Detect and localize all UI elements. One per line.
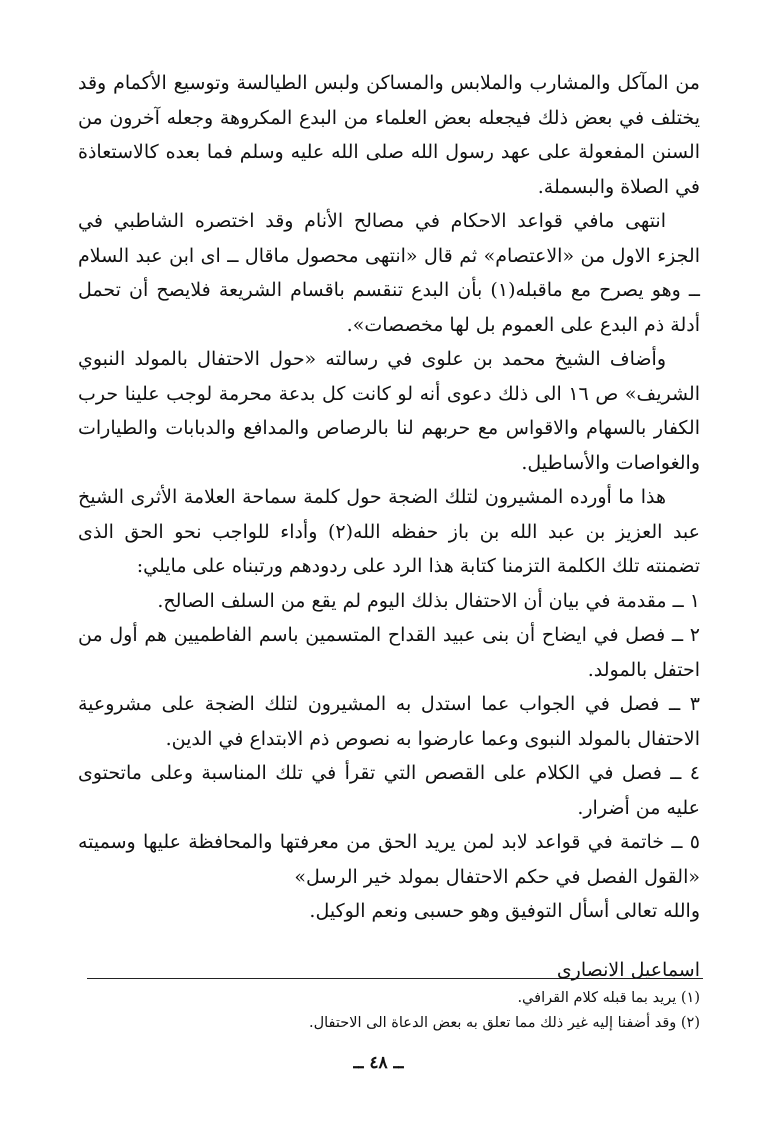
paragraph-2: انتهى مافي قواعد الاحكام في مصالح الأنام وقد اختصره الشاطبي في الجزء الاول من «الاعتصام» ثم قال «انتهى محصول ماقال ــ اى ابن عبد السلام ــ وهو يصرح مع ماقبله(١) بأن البدع تنقسم باقسام الشريعة فلايصح أن تحمل أدلة ذم البدع على العموم بل لها مخصصات». bbox=[78, 210, 700, 336]
page-body bbox=[78, 66, 700, 987]
contents-list bbox=[78, 584, 700, 895]
footnotes bbox=[90, 986, 700, 1036]
author-signature: اسماعيل الانصارى bbox=[556, 958, 700, 981]
footnote-divider bbox=[87, 978, 703, 979]
list-item-1: ١ ــ مقدمة في بيان أن الاحتفال بذلك اليوم لم يقع من السلف الصالح. bbox=[157, 589, 700, 612]
paragraph-1: من المآكل والمشارب والملابس والمساكن ولبس الطيالسة وتوسيع الأكمام وقد يختلف في بعض ذلك فيجعله بعض العلماء من البدع المكروهة وجعله آخرون من السنن المفعولة على عهد رسول الله صلى الله عليه وسلم فما بعده كالاستعاذة في الصلاة والبسملة. bbox=[78, 72, 700, 198]
list-item-4: ٤ ــ فصل في الكلام على القصص التي تقرأ في تلك المناسبة وعلى ماتحتوى عليه من أضرار. bbox=[78, 762, 700, 819]
list-item-2: ٢ ــ فصل في ايضاح أن بنى عبيد القداح المتسمين باسم الفاطميين هم أول من احتفل بالمولد. bbox=[78, 624, 700, 681]
footnote-2: (٢) وقد أضفنا إليه غير ذلك مما تعلق به بعض الدعاة الى الاحتفال. bbox=[309, 1015, 700, 1031]
list-item-5: ٥ ــ خاتمة في قواعد لابد لمن يريد الحق من معرفتها والمحافظة عليها وسميته «القول الفصل في حكم الاحتفال بمولد خير الرسل» bbox=[78, 831, 700, 888]
paragraph-4: هذا ما أورده المشيرون لتلك الضجة حول كلمة سماحة العلامة الأثرى الشيخ عبد العزيز بن عبد الله بن باز حفظه الله(٢) وأداء للواجب نحو الحق الذى تضمنته تلك الكلمة التزمنا كتابة هذا الرد على ردودهم ورتبناه على مايلي: bbox=[78, 486, 700, 577]
page-number: ــ ٤٨ ــ bbox=[353, 1053, 404, 1073]
paragraph-3: وأضاف الشيخ محمد بن علوى في رسالته «حول الاحتفال بالمولد النبوي الشريف» ص ١٦ الى ذلك دعوى أنه لو كانت كل بدعة محرمة لوجب علينا حرب الكفار بالسهام والاقواس مع حربهم لنا بالرصاص والمدافع والدبابات والطيارات والغواصات والأساطيل. bbox=[78, 348, 700, 474]
footnote-1: (١) يريد بما قبله كلام القرافي. bbox=[517, 990, 700, 1006]
closing-line: والله تعالى أسأل التوفيق وهو حسبى ونعم الوكيل. bbox=[309, 900, 700, 922]
list-item-3: ٣ ــ فصل في الجواب عما استدل به المشيرون لتلك الضجة على مشروعية الاحتفال بالمولد النبوى وعما عارضوا به نصوص ذم الابتداع في الدين. bbox=[78, 693, 700, 750]
